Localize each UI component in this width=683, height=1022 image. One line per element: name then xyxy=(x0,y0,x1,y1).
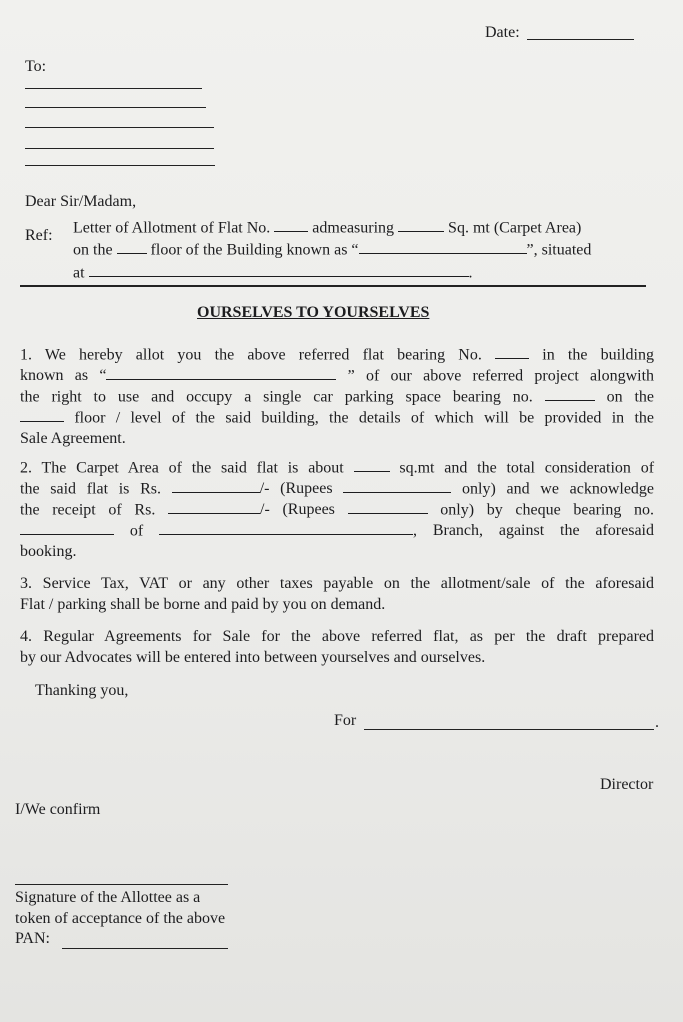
address-line xyxy=(25,165,215,166)
area-blank xyxy=(398,217,444,232)
director-label: Director xyxy=(600,776,654,793)
carpet-area-blank xyxy=(354,457,390,472)
ref-label: Ref: xyxy=(25,227,53,244)
parking-no-blank xyxy=(545,386,595,401)
para2-line: the said flat is Rs. /- (Rupees only) and we acknowledge xyxy=(20,478,654,499)
para1-line: known as “ ” of our above referred project alongwith xyxy=(20,365,654,386)
para1-line: floor / level of the said building, the details of which will be provided in the xyxy=(20,407,654,428)
confirm-label: I/We confirm xyxy=(15,801,101,818)
para1-line: the right to use and occupy a single car parking space bearing no. on the xyxy=(20,386,654,407)
flat-no-blank xyxy=(274,217,308,232)
for-period: . xyxy=(655,714,659,731)
ref-line-2: on the floor of the Building known as “ ”, situated xyxy=(73,239,591,259)
ref-line-3: at . xyxy=(73,262,473,282)
para2-line: of , Branch, against the aforesaid xyxy=(20,520,654,541)
signature-caption-1: Signature of the Allottee as a xyxy=(15,889,201,906)
received-words-blank xyxy=(348,499,428,514)
para1-line: Sale Agreement. xyxy=(20,430,126,447)
date-blank xyxy=(527,39,634,40)
parking-floor-blank xyxy=(20,407,64,422)
pan-label: PAN: xyxy=(15,930,50,947)
consideration-words-blank xyxy=(343,478,451,493)
project-name-blank xyxy=(106,365,336,380)
consideration-amount-blank xyxy=(172,478,260,493)
signature-caption-2: token of acceptance of the above xyxy=(15,910,226,927)
para4-line: 4. Regular Agreements for Sale for the above referred flat, as per the draft prepared xyxy=(20,628,654,645)
thanking-text: Thanking you, xyxy=(35,682,129,699)
paragraph-2 xyxy=(20,457,654,562)
bank-name-blank xyxy=(159,520,413,535)
paragraph-4 xyxy=(20,626,654,668)
address-line xyxy=(25,88,202,89)
date-field xyxy=(485,24,520,42)
address-line xyxy=(25,107,206,108)
company-blank xyxy=(364,729,654,730)
ref-divider xyxy=(20,285,646,287)
para4-line: by our Advocates will be entered into between yourselves and ourselves. xyxy=(20,649,486,666)
to-label: To: xyxy=(25,58,47,75)
building-name-blank xyxy=(359,239,527,254)
address-line xyxy=(25,148,214,149)
salutation: Dear Sir/Madam, xyxy=(25,193,137,210)
para2-line: the receipt of Rs. /- (Rupees only) by cheque bearing no. xyxy=(20,499,654,520)
address-line xyxy=(25,127,214,128)
paragraph-3 xyxy=(20,573,654,615)
cheque-no-blank xyxy=(20,520,114,535)
para3-line: Flat / parking shall be borne and paid by you on demand. xyxy=(20,596,386,613)
ref-line-1: Letter of Allotment of Flat No. admeasuring Sq. mt (Carpet Area) xyxy=(73,217,581,237)
date-label: Date: xyxy=(485,24,520,41)
pan-blank xyxy=(62,948,228,949)
received-amount-blank xyxy=(168,499,260,514)
signature-line xyxy=(15,884,228,885)
floor-blank xyxy=(117,239,147,254)
para2-line: booking. xyxy=(20,543,77,560)
flat-number-blank xyxy=(495,344,529,359)
paragraph-1 xyxy=(20,344,654,449)
for-label: For xyxy=(334,712,357,729)
para3-line: 3. Service Tax, VAT or any other taxes payable on the allotment/sale of the aforesaid xyxy=(20,575,654,592)
para1-line: 1. We hereby allot you the above referred flat bearing No. in the building xyxy=(20,344,654,365)
letter-heading: OURSELVES TO YOURSELVES xyxy=(197,304,430,321)
location-blank xyxy=(89,262,469,277)
para2-line: 2. The Carpet Area of the said flat is about sq.mt and the total consideration of xyxy=(20,457,654,478)
